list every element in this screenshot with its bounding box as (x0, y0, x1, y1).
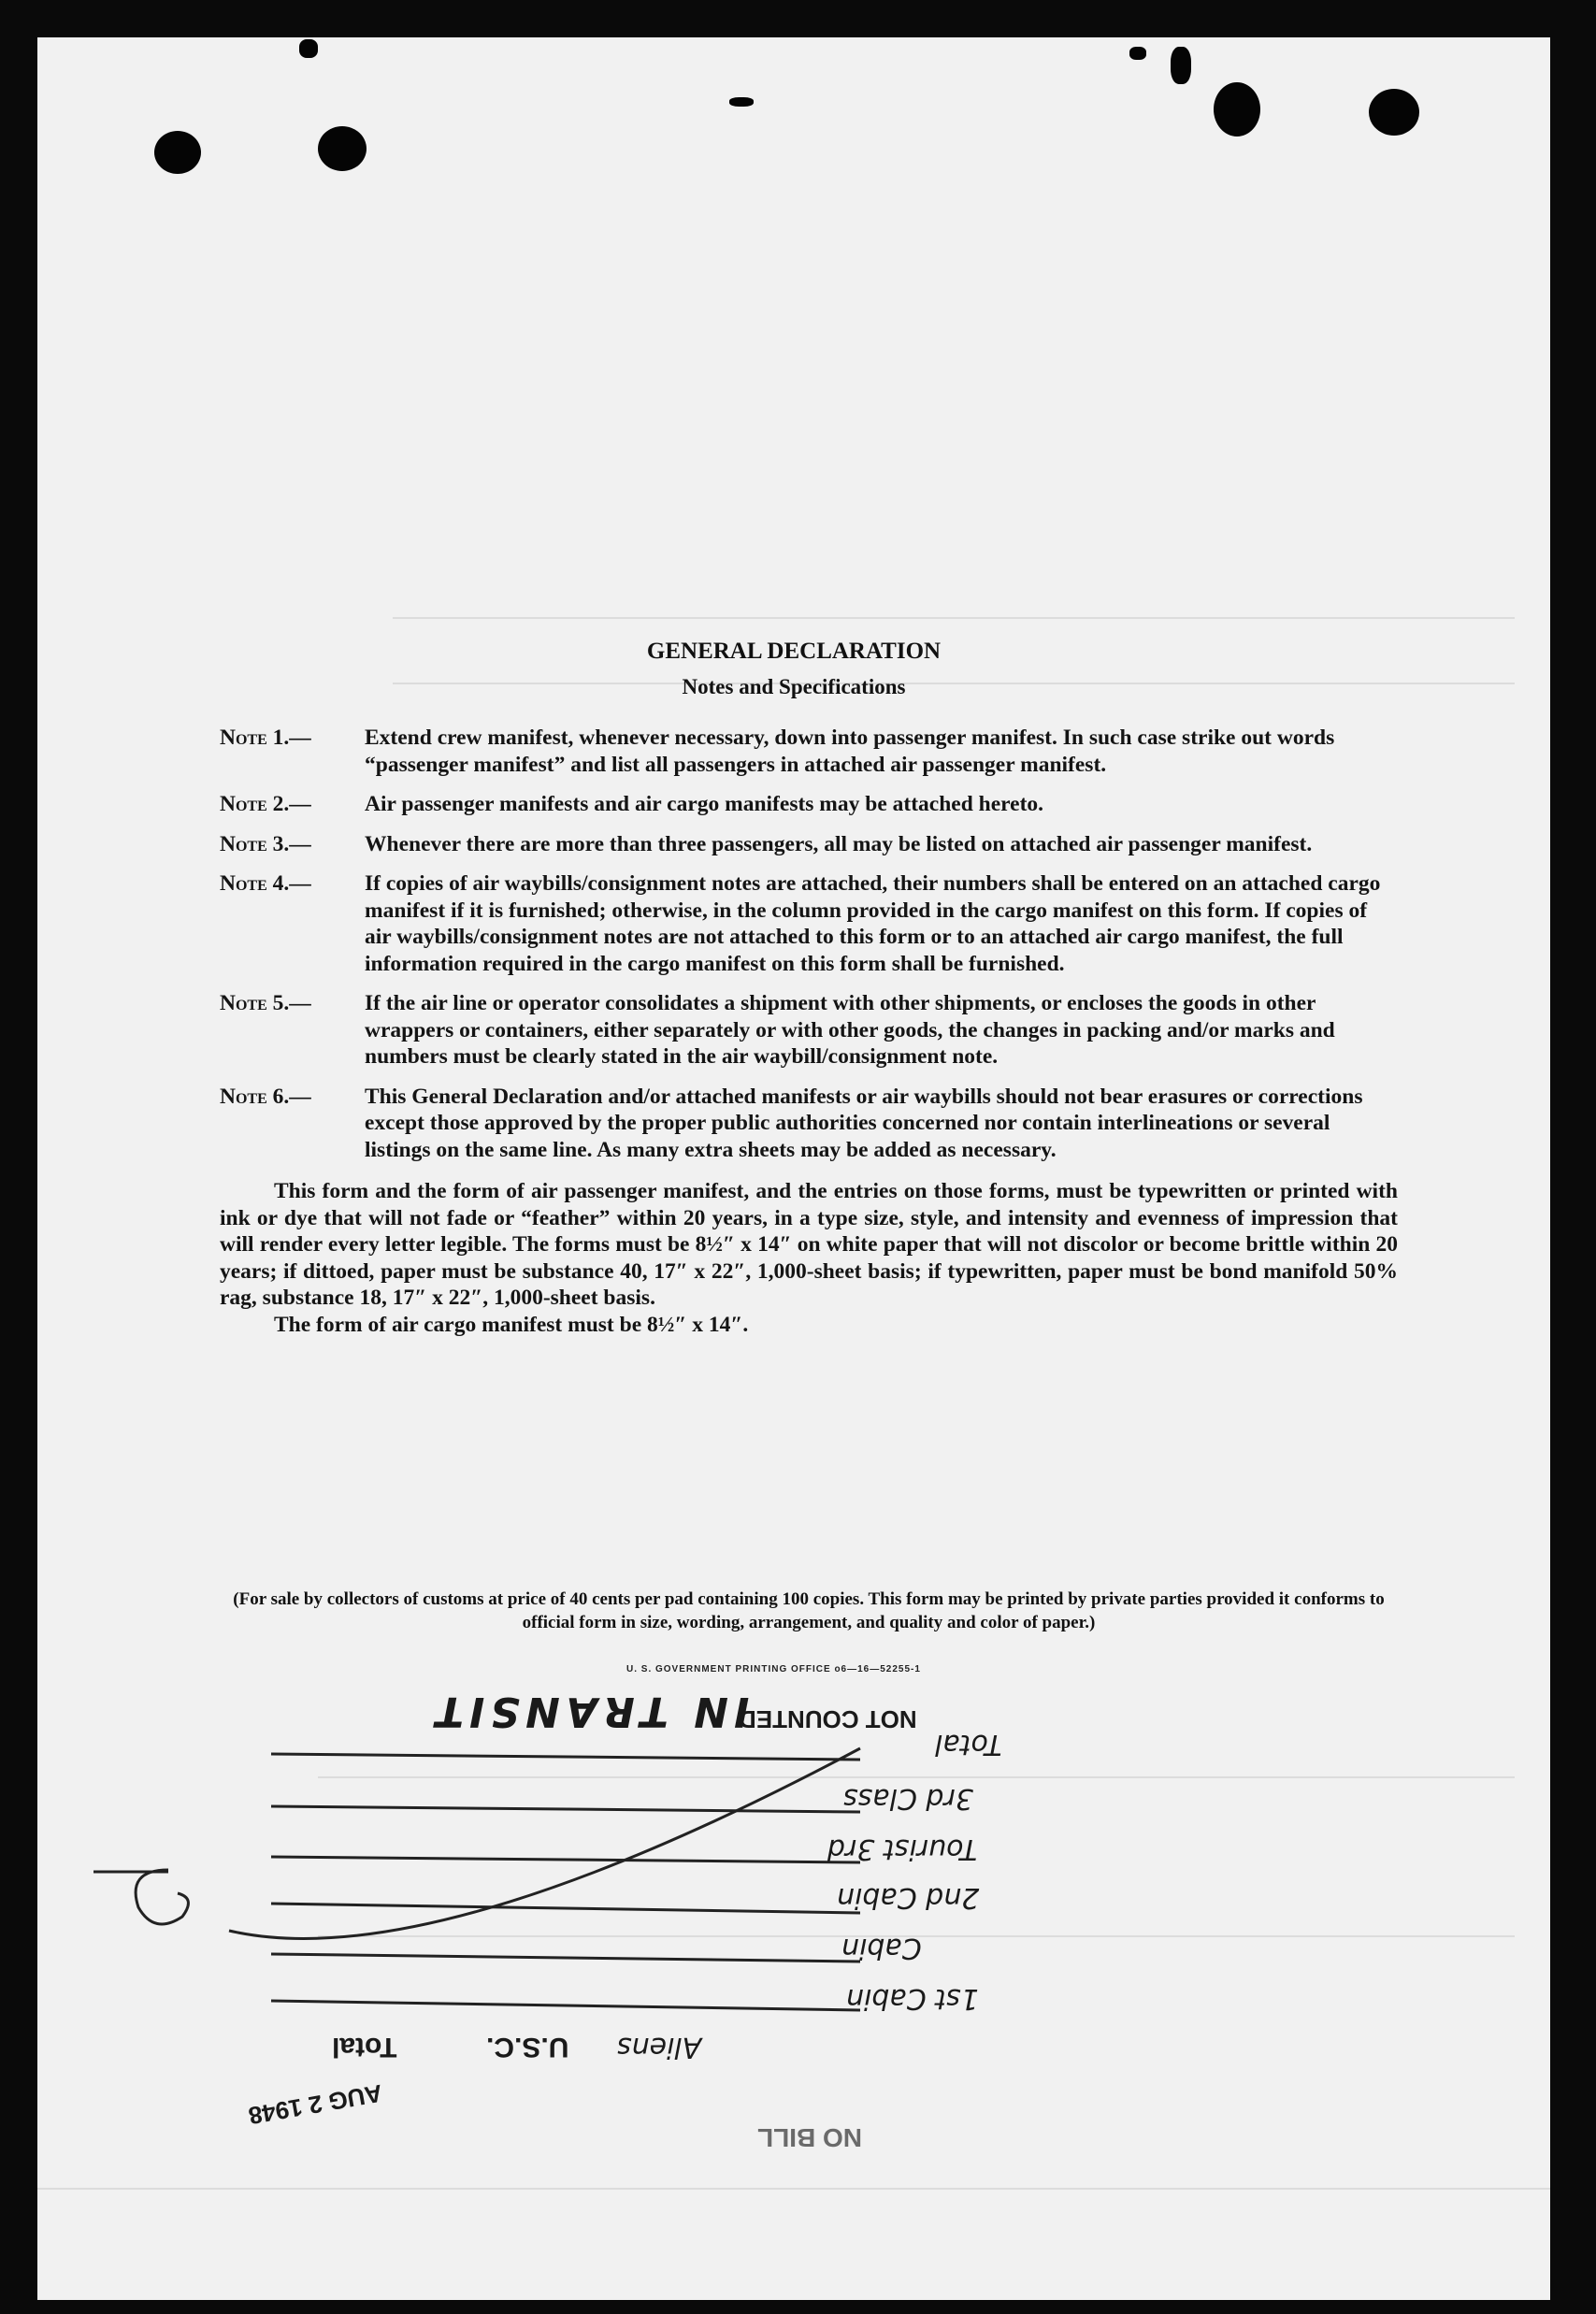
note-text: Whenever there are more than three passengers, all may be listed on attached air passenger manifest. (365, 831, 1313, 856)
stamp-lines (37, 37, 1550, 2300)
class-total: Total (935, 1728, 1002, 1761)
note-text: Extend crew manifest, whenever necessary, down into passenger manifest. In such case strike out words “passenger manifest” and list all passengers in attached air passenger manifest. (365, 726, 1335, 777)
cargo-manifest-size-paragraph: The form of air cargo manifest must be 8½″ x 14″. (274, 1312, 749, 1337)
document-page (37, 37, 1550, 2300)
stamp-rule (271, 1857, 860, 1862)
class-tourist-third: Tourist 3rd (827, 1833, 978, 1865)
stamp-not-counted: NOT COUNTED (739, 1705, 917, 1733)
note-text: If copies of air waybills/consignment notes are attached, their numbers shall be entered on an attached cargo manifest if it is furnished; otherwise, in the column provided in the cargo manifest on this form. If copies of air waybills/consignment notes are not attached to this form or to an attached air cargo manifest, the full information required in the cargo manifest on this form shall be furnished. (365, 871, 1381, 976)
sale-note: (For sale by collectors of customs at price of 40 cents per pad containing 100 copies. This form may be printed by private parties provided it conforms to official form in size, wording, arrangement, and quality and color of paper.) (233, 1589, 1385, 1632)
aliens-label: Aliens (617, 2031, 702, 2063)
usc-label: U.S.C. (486, 2032, 569, 2062)
note-label: Note 6.— (220, 1084, 311, 1109)
note-text: This General Declaration and/or attached manifests or air waybills should not bear erasures or corrections except those approved by the proper public authorities concerned nor contain interlineations or several listings on the same line. As many extra sheets may be added as necessary. (365, 1084, 1363, 1162)
date-stamp: AUG 2 1948 (246, 2078, 385, 2131)
class-first-cabin: 1st Cabin (846, 1982, 979, 2015)
page-subtitle: Notes and Specifications (682, 675, 906, 698)
stamp-rule (271, 1904, 860, 1913)
note-text: Air passenger manifests and air cargo manifests may be attached hereto. (365, 792, 1044, 816)
note-label: Note 1.— (220, 726, 311, 750)
total-label: Total (332, 2032, 397, 2062)
handwritten-in-transit: IN TRANSIT (430, 1688, 750, 1735)
class-second-cabin: 2nd Cabin (837, 1881, 980, 1914)
hand-mark-circle (136, 1870, 188, 1924)
note-label: Note 5.— (220, 991, 311, 1015)
stamp-rule (271, 1954, 860, 1962)
class-cabin: Cabin (841, 1932, 922, 1964)
note-label: Note 3.— (220, 831, 311, 856)
stamp-rule (271, 2001, 860, 2010)
printing-office-line: U. S. GOVERNMENT PRINTING OFFICE o6—16—52255-1 (626, 1664, 921, 1674)
note-label: Note 4.— (220, 871, 311, 896)
no-bill-stamp: NO BILL (757, 2123, 862, 2152)
form-specification-paragraph: This form and the form of air passenger manifest, and the entries on those forms, must be typewritten or printed with ink or dye that will not fade or “feather” within 20 years, in a type size, style, and intensity and evenness of impression that will render every letter legible. The forms must be 8½″ x 14″ on white paper that will not discolor or become brittle within 20 years; if dittoed, paper must be substance 40, 17″ x 22″, 1,000-sheet basis; if typewritten, paper must be bond manifold 50% rag, substance 18, 17″ x 22″, 1,000-sheet basis. (220, 1179, 1398, 1310)
stamp-rule (271, 1754, 860, 1760)
note-label: Note 2.— (220, 792, 311, 816)
note-text: If the air line or operator consolidates a shipment with other shipments, or encloses the goods in other wrappers or containers, either separately or with other goods, the changes in packing and/or marks and numbers must be clearly stated in the air waybill/consignment note. (365, 991, 1335, 1069)
page-title: GENERAL DECLARATION (646, 639, 942, 664)
stamp-rule (271, 1806, 860, 1812)
class-third: 3rd Class (843, 1782, 973, 1815)
